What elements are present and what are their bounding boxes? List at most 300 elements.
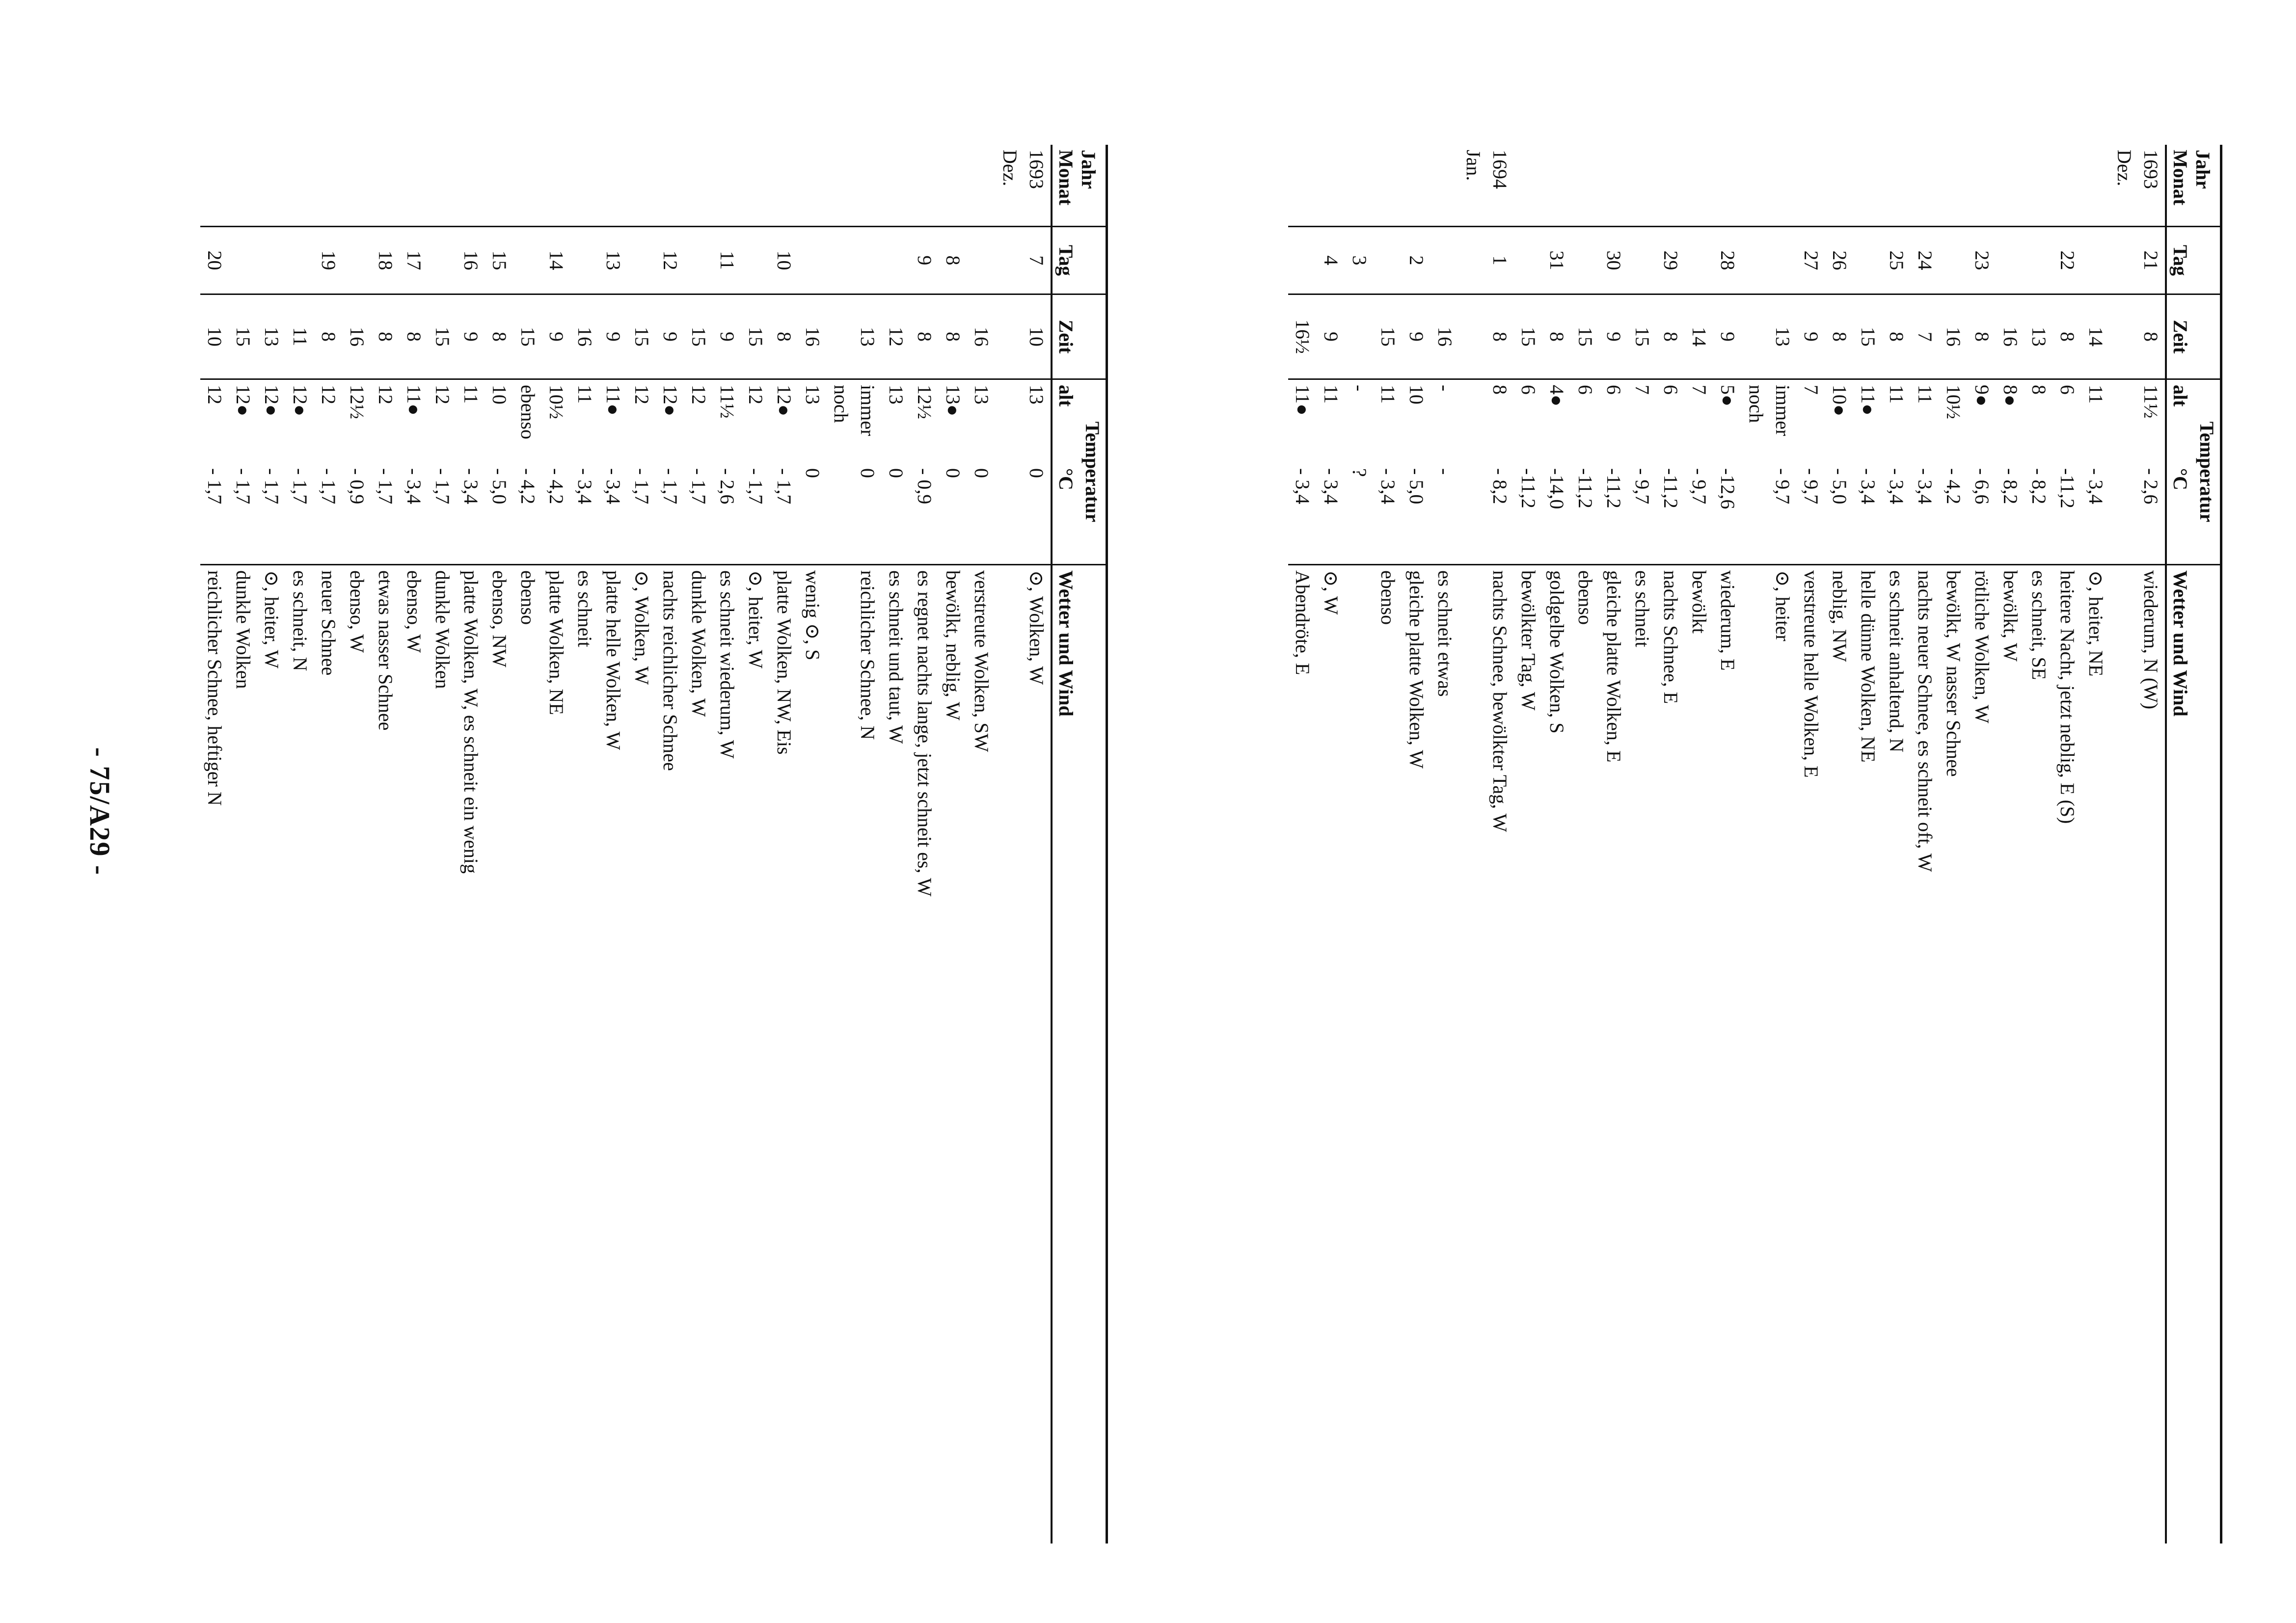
cell-alt: 12 bbox=[432, 385, 454, 404]
cell-alt: 12 bbox=[745, 385, 767, 404]
cell-wetter: dunkle Wolken bbox=[432, 570, 454, 689]
cell-tag: 20 bbox=[200, 227, 229, 294]
cell-tag bbox=[257, 227, 286, 294]
table-row bbox=[2110, 145, 2166, 1543]
cell-alt: ebenso bbox=[517, 385, 539, 440]
cell-oc: - 1,7 bbox=[257, 463, 286, 565]
cell-zeit: 15 bbox=[428, 294, 457, 379]
cell-wetter: heitere Nacht, jetzt neblig, E (S) bbox=[2056, 570, 2079, 824]
cell-oc: - 3,4 bbox=[1854, 463, 1882, 565]
cell-alt: 13 bbox=[885, 385, 907, 404]
table-row bbox=[1854, 145, 1882, 1543]
cell-jahr-monat bbox=[314, 145, 343, 227]
cell-zeit: 10 bbox=[996, 294, 1052, 379]
table-right-block bbox=[1167, 145, 2222, 1543]
cell-zeit: 10 bbox=[200, 294, 229, 379]
header-wetter: Wetter und Wind bbox=[2166, 565, 2221, 1544]
cell-wetter: verstreute helle Wolken, E bbox=[1800, 570, 1822, 778]
cell-alt: 11 bbox=[460, 385, 482, 404]
cell-zeit: 8 bbox=[910, 294, 939, 379]
cell-oc: - 6,6 bbox=[1968, 463, 1996, 565]
cell-alt: 11 bbox=[1886, 385, 1908, 404]
cell-jahr-monat bbox=[1996, 145, 2025, 227]
table-row bbox=[257, 145, 286, 1543]
cell-alt: 5● bbox=[1717, 385, 1739, 407]
cell-tag: 30 bbox=[1599, 227, 1628, 294]
table-row bbox=[656, 145, 684, 1543]
cell-oc: -11,2 bbox=[2053, 463, 2081, 565]
cell-wetter: platte Wolken, W, es schneit ein wenig bbox=[460, 570, 482, 874]
cell-tag: 14 bbox=[542, 227, 570, 294]
cell-zeit: 16½ bbox=[1288, 294, 1317, 379]
cell-wetter: goldgelbe Wolken, S bbox=[1546, 570, 1568, 734]
header-row bbox=[2193, 145, 2221, 1543]
cell-tag bbox=[967, 227, 996, 294]
cell-zeit: 15 bbox=[513, 294, 542, 379]
cell-alt: 11● bbox=[602, 385, 624, 416]
cell-tag bbox=[2081, 227, 2110, 294]
table-row bbox=[1599, 145, 1628, 1543]
cell-oc: - 3,4 bbox=[1288, 463, 1317, 565]
cell-tag: 27 bbox=[1797, 227, 1825, 294]
cell-zeit: 14 bbox=[2081, 294, 2110, 379]
cell-zeit: 9 bbox=[1797, 294, 1825, 379]
cell-jahr-monat bbox=[542, 145, 570, 227]
cell-oc: -14,0 bbox=[1542, 463, 1571, 565]
table-row bbox=[428, 145, 457, 1543]
cell-tag bbox=[343, 227, 371, 294]
cell-tag bbox=[513, 227, 542, 294]
cell-jahr-monat bbox=[1374, 145, 1402, 227]
table-row bbox=[1968, 145, 1996, 1543]
table-row bbox=[1939, 145, 1968, 1543]
cell-zeit: 9 bbox=[599, 294, 627, 379]
cell-wetter: bewölkt, W bbox=[1999, 570, 2022, 662]
table-body-left bbox=[200, 145, 1052, 1543]
cell-tag bbox=[882, 227, 910, 294]
cell-alt: 13 bbox=[802, 385, 824, 404]
cell-zeit: 9 bbox=[1402, 294, 1431, 379]
cell-wetter: ⊙, Wolken, W bbox=[631, 570, 653, 685]
col-jahr-monat bbox=[1052, 145, 1107, 227]
cell-wetter: platte Wolken, NE bbox=[545, 570, 567, 715]
cell-oc: - 1,7 bbox=[428, 463, 457, 565]
cell-oc: - 4,2 bbox=[1939, 463, 1968, 565]
table-row bbox=[1542, 145, 1571, 1543]
cell-jahr-monat bbox=[1685, 145, 1713, 227]
cell-zeit: 16 bbox=[1996, 294, 2025, 379]
cell-zeit: 15 bbox=[1571, 294, 1599, 379]
cell-oc: 0 bbox=[827, 463, 882, 565]
cell-tag: 4 bbox=[1317, 227, 1345, 294]
cell-oc: - 1,7 bbox=[741, 463, 770, 565]
cell-jahr-monat bbox=[1854, 145, 1882, 227]
cell-jahr-monat bbox=[257, 145, 286, 227]
cell-jahr-monat bbox=[967, 145, 996, 227]
cell-oc: - 3,4 bbox=[1911, 463, 1939, 565]
table-row bbox=[1345, 145, 1374, 1543]
cell-zeit: 15 bbox=[1514, 294, 1542, 379]
cell-tag: 9 bbox=[910, 227, 939, 294]
cell-tag bbox=[1628, 227, 1656, 294]
cell-oc: - 3,4 bbox=[1882, 463, 1911, 565]
cell-jahr-monat bbox=[286, 145, 314, 227]
table-row bbox=[1374, 145, 1402, 1543]
table-row bbox=[1514, 145, 1542, 1543]
cell-oc: - 1,7 bbox=[371, 463, 400, 565]
cell-wetter: ebenso bbox=[1377, 570, 1399, 625]
cell-alt: 6 bbox=[1517, 385, 1540, 395]
cell-wetter: nachts reichlicher Schnee bbox=[659, 570, 681, 771]
table-row bbox=[713, 145, 741, 1543]
cell-wetter: bewölkt bbox=[1688, 570, 1710, 634]
cell-alt: immer noch bbox=[830, 385, 879, 436]
cell-jahr-monat bbox=[343, 145, 371, 227]
table-row bbox=[2025, 145, 2053, 1543]
cell-wetter: ⊙, W bbox=[1320, 570, 1342, 615]
table-row bbox=[882, 145, 910, 1543]
cell-zeit: 15 bbox=[741, 294, 770, 379]
cell-zeit: 9 bbox=[457, 294, 485, 379]
cell-monat: Dez. bbox=[999, 150, 1021, 186]
cell-wetter: es schneit, N bbox=[289, 570, 311, 671]
cell-alt: 6 bbox=[1603, 385, 1625, 395]
table-row bbox=[542, 145, 570, 1543]
header-temperatur: Temperatur bbox=[1079, 379, 1107, 565]
cell-zeit: 15 bbox=[1628, 294, 1656, 379]
cell-alt: 10½ bbox=[1943, 385, 1965, 419]
cell-wetter bbox=[1345, 565, 1374, 1544]
cell-zeit: 8 bbox=[1656, 294, 1685, 379]
cell-zeit: 15 bbox=[684, 294, 713, 379]
header-temperatur: Temperatur bbox=[2193, 379, 2221, 565]
cell-zeit: 8 bbox=[2053, 294, 2081, 379]
cell-alt: 12● bbox=[773, 385, 795, 417]
cell-oc: - 1,7 bbox=[286, 463, 314, 565]
cell-jahr-monat bbox=[570, 145, 599, 227]
weather-table-left bbox=[200, 145, 1108, 1543]
cell-oc: - 9,7 bbox=[1742, 463, 1797, 565]
cell-tag: 28 bbox=[1713, 227, 1742, 294]
cell-jahr-monat bbox=[1431, 145, 1459, 227]
cell-alt: 12● bbox=[232, 385, 254, 417]
cell-oc: - 3,4 bbox=[400, 463, 428, 565]
cell-jahr-monat bbox=[1459, 145, 1514, 227]
cell-tag: 23 bbox=[1968, 227, 1996, 294]
cell-tag bbox=[1939, 227, 1968, 294]
cell-alt: 11½ bbox=[716, 385, 738, 419]
header-oc: °C bbox=[2166, 463, 2193, 565]
cell-tag: 29 bbox=[1656, 227, 1685, 294]
cell-oc: - 0,9 bbox=[910, 463, 939, 565]
cell-wetter: wiederum, E bbox=[1717, 570, 1739, 671]
col-jahr-monat bbox=[2166, 145, 2221, 227]
table-row bbox=[827, 145, 882, 1543]
cell-zeit: 16 bbox=[1939, 294, 1968, 379]
cell-jahr-monat bbox=[599, 145, 627, 227]
header-jahr: Jahr bbox=[2192, 150, 2214, 189]
cell-jahr-monat bbox=[770, 145, 798, 227]
cell-oc: - 5,0 bbox=[485, 463, 513, 565]
cell-zeit: 8 bbox=[770, 294, 798, 379]
cell-wetter: ebenso bbox=[517, 570, 539, 625]
cell-alt: 11 bbox=[1377, 385, 1399, 404]
cell-jahr-monat bbox=[1345, 145, 1374, 227]
cell-alt: 7 bbox=[1800, 385, 1822, 395]
cell-tag: 13 bbox=[599, 227, 627, 294]
cell-jahr-monat bbox=[1628, 145, 1656, 227]
cell-alt: 10 bbox=[1405, 385, 1428, 404]
cell-tag: 17 bbox=[400, 227, 428, 294]
cell-jahr-monat bbox=[1882, 145, 1911, 227]
cell-jahr-monat bbox=[1968, 145, 1996, 227]
cell-zeit: 8 bbox=[1825, 294, 1854, 379]
table-row bbox=[513, 145, 542, 1543]
cell-tag: 16 bbox=[457, 227, 485, 294]
cell-tag: 3 bbox=[1345, 227, 1374, 294]
cell-jahr-monat bbox=[371, 145, 400, 227]
cell-jahr-monat bbox=[1288, 145, 1317, 227]
cell-alt: 6 bbox=[1660, 385, 1682, 395]
cell-zeit: 13 bbox=[827, 294, 882, 379]
cell-wetter: es schneit etwas bbox=[1434, 570, 1456, 697]
cell-oc: - 8,2 bbox=[2025, 463, 2053, 565]
cell-wetter: dunkle Wolken, W bbox=[688, 570, 710, 717]
cell-jahr-monat bbox=[400, 145, 428, 227]
table-row bbox=[967, 145, 996, 1543]
cell-zeit: 8 bbox=[371, 294, 400, 379]
cell-tag bbox=[2025, 227, 2053, 294]
cell-tag: 31 bbox=[1542, 227, 1571, 294]
header-monat: Monat bbox=[1055, 150, 1077, 206]
cell-wetter: bewölkter Tag, W bbox=[1517, 570, 1540, 711]
cell-alt: 10½ bbox=[545, 385, 567, 419]
cell-jahr-monat bbox=[229, 145, 257, 227]
cell-zeit: 15 bbox=[627, 294, 656, 379]
cell-tag bbox=[1288, 227, 1317, 294]
cell-jahr-monat bbox=[485, 145, 513, 227]
cell-oc: - 3,4 bbox=[2081, 463, 2110, 565]
cell-alt: 7 bbox=[1631, 385, 1653, 395]
cell-jahr-monat bbox=[996, 145, 1052, 227]
cell-wetter: Abendröte, E bbox=[1292, 570, 1314, 675]
cell-jahr-monat bbox=[741, 145, 770, 227]
cell-oc: 0 bbox=[996, 463, 1052, 565]
header-jahr: Jahr bbox=[1078, 150, 1100, 189]
cell-alt: - bbox=[1349, 385, 1371, 392]
table-row bbox=[1288, 145, 1317, 1543]
cell-jahr-monat bbox=[2025, 145, 2053, 227]
cell-zeit: 8 bbox=[1968, 294, 1996, 379]
cell-oc: ? bbox=[1345, 463, 1374, 565]
table-row bbox=[910, 145, 939, 1543]
cell-wetter: ebenso, W bbox=[346, 570, 368, 653]
header-wetter: Wetter und Wind bbox=[1052, 565, 1107, 1544]
cell-tag: 18 bbox=[371, 227, 400, 294]
cell-jahr-monat bbox=[457, 145, 485, 227]
cell-oc: - 9,7 bbox=[1628, 463, 1656, 565]
cell-oc: - 3,4 bbox=[1317, 463, 1345, 565]
cell-jahr-monat bbox=[2053, 145, 2081, 227]
cell-jahr-monat bbox=[2081, 145, 2110, 227]
cell-oc: - 3,4 bbox=[1374, 463, 1402, 565]
cell-alt: 11 bbox=[1320, 385, 1342, 404]
cell-oc: - 8,2 bbox=[1996, 463, 2025, 565]
cell-tag: 15 bbox=[485, 227, 513, 294]
cell-oc: - 4,2 bbox=[542, 463, 570, 565]
cell-wetter: ⊙, Wolken, W bbox=[1026, 570, 1048, 685]
cell-zeit bbox=[1345, 294, 1374, 379]
cell-alt: 12● bbox=[659, 385, 681, 417]
cell-tag: 19 bbox=[314, 227, 343, 294]
cell-wetter: platte Wolken, NW, Eis bbox=[773, 570, 795, 755]
cell-alt: - bbox=[1434, 385, 1456, 392]
cell-alt: 10 bbox=[488, 385, 511, 404]
table-row bbox=[1402, 145, 1431, 1543]
table-left-block bbox=[204, 145, 1108, 1543]
cell-tag: 12 bbox=[656, 227, 684, 294]
cell-jahr-monat bbox=[1742, 145, 1797, 227]
header-monat: Monat bbox=[2169, 150, 2191, 206]
table-row bbox=[343, 145, 371, 1543]
cell-alt: 12½ bbox=[346, 385, 368, 419]
cell-tag: 25 bbox=[1882, 227, 1911, 294]
cell-wetter: platte helle Wolken, W bbox=[602, 570, 624, 750]
cell-jahr-monat bbox=[1317, 145, 1345, 227]
header-alt: alt bbox=[2166, 379, 2193, 464]
cell-jahr-monat bbox=[513, 145, 542, 227]
table-row bbox=[684, 145, 713, 1543]
table-row bbox=[1431, 145, 1459, 1543]
cell-jahr-monat bbox=[1514, 145, 1542, 227]
cell-tag bbox=[570, 227, 599, 294]
cell-zeit: 8 bbox=[1459, 294, 1514, 379]
cell-tag bbox=[1996, 227, 2025, 294]
cell-jahr-monat bbox=[656, 145, 684, 227]
header-zeit: Zeit bbox=[2166, 294, 2221, 379]
cell-alt: 8● bbox=[1999, 385, 2022, 407]
cell-zeit: 8 bbox=[1542, 294, 1571, 379]
page-number: - 75/A29 - bbox=[84, 747, 116, 876]
table-row bbox=[200, 145, 229, 1543]
cell-alt: immer noch bbox=[1745, 385, 1794, 436]
cell-wetter: wiederum, N (W) bbox=[2140, 570, 2162, 710]
cell-wetter: ebenso, W bbox=[403, 570, 425, 653]
cell-oc: -11,2 bbox=[1656, 463, 1685, 565]
cell-tag: 26 bbox=[1825, 227, 1854, 294]
cell-alt: 11● bbox=[1857, 385, 1879, 416]
cell-zeit: 15 bbox=[1374, 294, 1402, 379]
cell-wetter: helle dünne Wolken, NE bbox=[1857, 570, 1879, 763]
cell-alt: 11 bbox=[574, 385, 596, 404]
header-tag: Tag bbox=[1052, 227, 1107, 294]
cell-wetter: ebenso bbox=[1574, 570, 1596, 625]
cell-wetter: es regnet nachts lange, jetzt schneit es, W bbox=[914, 570, 936, 897]
cell-zeit: 8 bbox=[400, 294, 428, 379]
cell-oc: -11,2 bbox=[1514, 463, 1542, 565]
cell-zeit: 8 bbox=[1882, 294, 1911, 379]
cell-oc: - 1,7 bbox=[656, 463, 684, 565]
cell-zeit: 9 bbox=[713, 294, 741, 379]
cell-tag: 11 bbox=[713, 227, 741, 294]
cell-tag bbox=[1742, 227, 1797, 294]
cell-zeit: 16 bbox=[1431, 294, 1459, 379]
cell-oc: - 2,6 bbox=[713, 463, 741, 565]
cell-tag bbox=[741, 227, 770, 294]
cell-jahr-monat bbox=[1656, 145, 1685, 227]
table-row bbox=[741, 145, 770, 1543]
table-row bbox=[1911, 145, 1939, 1543]
table-row bbox=[570, 145, 599, 1543]
table-row bbox=[996, 145, 1052, 1543]
cell-zeit: 13 bbox=[2025, 294, 2053, 379]
cell-zeit: 13 bbox=[1742, 294, 1797, 379]
cell-jahr-monat bbox=[200, 145, 229, 227]
cell-zeit: 15 bbox=[1854, 294, 1882, 379]
cell-jahr-monat bbox=[1911, 145, 1939, 227]
cell-wetter: es schneit und taut, W bbox=[885, 570, 907, 744]
cell-tag: 24 bbox=[1911, 227, 1939, 294]
cell-wetter: es schneit wiederum, W bbox=[716, 570, 738, 759]
header-oc: °C bbox=[1052, 463, 1079, 565]
table-row bbox=[627, 145, 656, 1543]
table-row bbox=[2081, 145, 2110, 1543]
cell-jahr-monat bbox=[1402, 145, 1431, 227]
cell-jahr-monat bbox=[1797, 145, 1825, 227]
cell-alt: 11 bbox=[1914, 385, 1936, 404]
cell-oc: - 0,9 bbox=[343, 463, 371, 565]
cell-wetter: bewölkt, W nasser Schnee bbox=[1943, 570, 1965, 777]
table-row bbox=[371, 145, 400, 1543]
cell-zeit: 14 bbox=[1685, 294, 1713, 379]
cell-alt: 11● bbox=[1292, 385, 1314, 416]
table-row bbox=[1459, 145, 1514, 1543]
cell-oc: - 4,2 bbox=[513, 463, 542, 565]
table-row bbox=[770, 145, 798, 1543]
cell-oc: 0 bbox=[939, 463, 967, 565]
table-row bbox=[1571, 145, 1599, 1543]
cell-tag bbox=[627, 227, 656, 294]
header-alt: alt bbox=[1052, 379, 1079, 464]
cell-oc: - 3,4 bbox=[457, 463, 485, 565]
cell-oc: - 1,7 bbox=[314, 463, 343, 565]
cell-zeit: 8 bbox=[485, 294, 513, 379]
table-body-right bbox=[1288, 145, 2166, 1543]
cell-tag bbox=[1431, 227, 1459, 294]
cell-oc: - 2,6 bbox=[2110, 463, 2166, 565]
cell-zeit: 8 bbox=[314, 294, 343, 379]
table-row bbox=[599, 145, 627, 1543]
cell-jahr-monat bbox=[1939, 145, 1968, 227]
table-row bbox=[457, 145, 485, 1543]
cell-oc: 0 bbox=[967, 463, 996, 565]
table-row bbox=[1317, 145, 1345, 1543]
cell-jahr: 1693 bbox=[2140, 150, 2162, 189]
table-row bbox=[229, 145, 257, 1543]
cell-zeit: 9 bbox=[1317, 294, 1345, 379]
cell-zeit: 9 bbox=[1599, 294, 1628, 379]
cell-tag: 10 bbox=[770, 227, 798, 294]
table-row bbox=[485, 145, 513, 1543]
cell-monat: Dez. bbox=[2113, 150, 2135, 186]
cell-wetter: neblig, NW bbox=[1829, 570, 1851, 662]
cell-oc: -12,6 bbox=[1713, 463, 1742, 565]
cell-monat: Jan. bbox=[1462, 150, 1485, 181]
cell-zeit: 16 bbox=[343, 294, 371, 379]
cell-alt: 12 bbox=[318, 385, 340, 404]
table-row bbox=[1685, 145, 1713, 1543]
cell-alt: 12 bbox=[204, 385, 226, 404]
